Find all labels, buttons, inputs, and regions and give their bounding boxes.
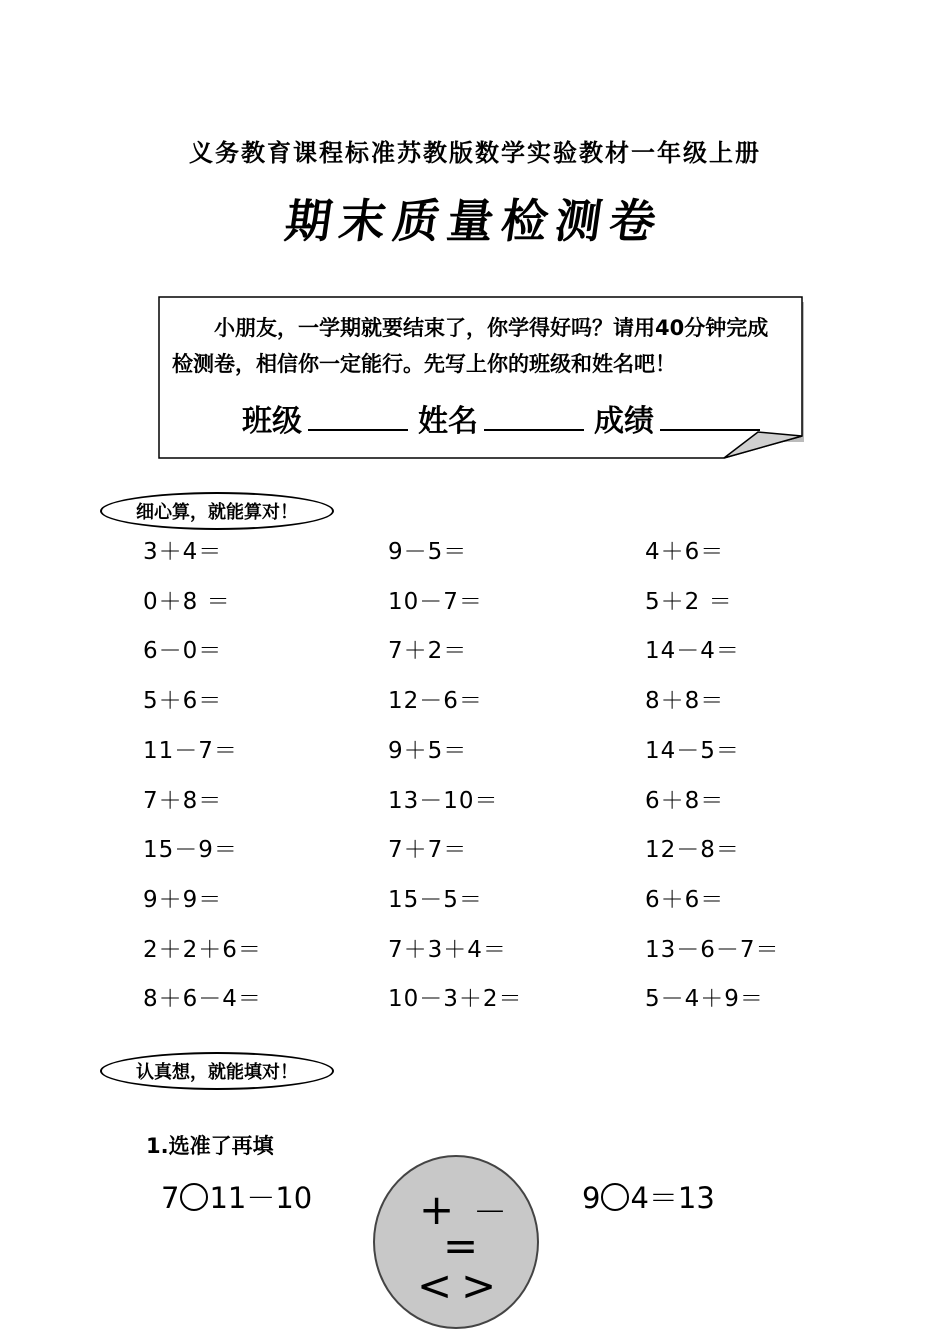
name-label: 姓名 — [418, 404, 478, 439]
score-blank[interactable] — [660, 401, 760, 431]
subtitle: 义务教育课程标准苏教版数学实验教材一年级上册 — [189, 138, 761, 167]
compare-right-after: 4＝13 — [630, 1181, 715, 1215]
note-line-1: 小朋友，一学期就要结束了，你学得好吗？请用40分钟完成 — [214, 316, 769, 340]
problem: 6＋8＝ — [645, 788, 725, 814]
problem: 15－9＝ — [143, 837, 238, 863]
problem: 5＋6＝ — [143, 688, 223, 714]
problem: 12－8＝ — [645, 837, 740, 863]
section-label-text: 认真想，就能填对！ — [136, 1062, 298, 1083]
minus-symbol: － — [473, 1193, 507, 1233]
problem: 8＋8＝ — [645, 688, 725, 714]
answer-circle[interactable] — [601, 1183, 629, 1211]
problem: 6－0＝ — [143, 638, 223, 664]
problem: 7＋8＝ — [143, 788, 223, 814]
compare-left-before: 7 — [161, 1181, 180, 1215]
less-than-symbol: < — [417, 1261, 453, 1310]
problem: 5＋2 ＝ — [645, 589, 733, 615]
problem: 9－5＝ — [388, 539, 468, 565]
question-1-title: 1.选准了再填 — [146, 1134, 274, 1158]
section-label-text: 细心算，就能算对！ — [136, 502, 298, 523]
compare-right — [582, 1176, 715, 1217]
class-blank[interactable] — [308, 401, 408, 431]
problem: 6＋6＝ — [645, 887, 725, 913]
class-label: 班级 — [242, 404, 302, 439]
problem: 10－3＋2＝ — [388, 986, 523, 1012]
student-info-row — [242, 396, 770, 440]
compare-left-after: 11－10 — [209, 1181, 313, 1215]
instruction-note — [158, 296, 805, 459]
section-label-calculate — [100, 492, 334, 530]
symbol-disc — [373, 1155, 539, 1329]
problem: 0＋8 ＝ — [143, 589, 231, 615]
score-label: 成绩 — [594, 404, 654, 439]
problem: 3＋4＝ — [143, 539, 223, 565]
answer-circle[interactable] — [180, 1183, 208, 1211]
problem: 15－5＝ — [388, 887, 483, 913]
problem: 5－4＋9＝ — [645, 986, 764, 1012]
problem: 9＋5＝ — [388, 738, 468, 764]
problem: 12－6＝ — [388, 688, 483, 714]
problem: 13－6－7＝ — [645, 937, 780, 963]
problem: 10－7＝ — [388, 589, 483, 615]
problem: 11－7＝ — [143, 738, 238, 764]
problem: 2＋2＋6＝ — [143, 937, 262, 963]
note-text — [172, 310, 792, 382]
compare-left — [161, 1176, 312, 1217]
problem: 7＋7＝ — [388, 837, 468, 863]
problem: 7＋3＋4＝ — [388, 937, 507, 963]
note-line-2: 检测卷，相信你一定能行。先写上你的班级和姓名吧！ — [172, 352, 676, 376]
greater-than-symbol: > — [461, 1261, 497, 1310]
section-label-fill — [100, 1052, 334, 1090]
problem: 4＋6＝ — [645, 539, 725, 565]
problem: 13－10＝ — [388, 788, 499, 814]
problem: 8＋6－4＝ — [143, 986, 262, 1012]
problem: 14－5＝ — [645, 738, 740, 764]
equals-symbol: = — [443, 1221, 479, 1270]
name-blank[interactable] — [484, 401, 584, 431]
page-title: 期末质量检测卷 — [281, 194, 668, 248]
problem: 7＋2＝ — [388, 638, 468, 664]
problem: 9＋9＝ — [143, 887, 223, 913]
problem: 14－4＝ — [645, 638, 740, 664]
compare-right-before: 9 — [582, 1181, 601, 1215]
plus-symbol: + — [419, 1185, 455, 1234]
